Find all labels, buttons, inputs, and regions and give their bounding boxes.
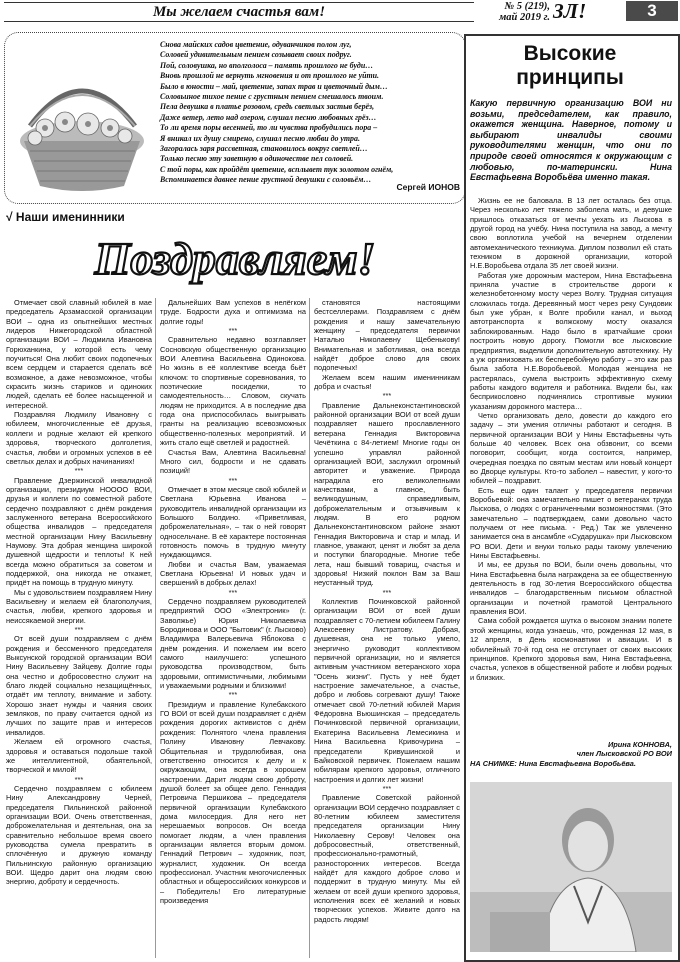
separator: ***: [382, 783, 392, 793]
issue-number: № 5 (219),: [504, 1, 550, 12]
article-paragraph: Коллектив Починковской районной организации ВОИ от всей души поздравляет с 70-летием юбилеем Галину Алексеевну Листратову. Добрая, душевная, она не только умело, энергично руководит коллективом первичной организации, но и является активным участником ветеранского хора "Осень жизни". Пусть у неё будет настроение замечательное, а счастье, добро и любовь согревают душу! Также отмечает свой 70-летний юбилей Мария Фёдоровна Вьюшинская – председатель Починковской первичной организации, Екатерина Васильевна Лемесикина и Нина Васильевна Кривочурина – председатели Кривушинской и Байковской первичек. Пожелаем нашим юбилярам крепкого здоровья, отличного настроения и долгих лет жизни!: [314, 597, 461, 784]
separator: ***: [228, 475, 238, 485]
banner-title: Мы желаем счастья вам!: [4, 2, 474, 22]
article-paragraph: Правление Дальнеконстантиновской районной организации ВОИ от всей души поздравляет нашего прославленного ветерана Геннадия Викторовича Чечёткина с 84-летием! Многие годы он успешно управлял районной организацией ВОИ, заслужил огромный авторитет и уважение. Природа наградила его великолепными качествами, а главное, быть великодушным, справедливым, доброжелательным и отзывчивым к людям. В его родном Дальнеконстантиновском районе знают Геннадия Викторовича и стар и млад. И главное, уважают, ценят и любят за дела и поступки благородные. Многие тебе лета, наш бывший товарищ, счастья и здоровья! Низкий поклон Вам за Ваш неустанный труд.: [314, 400, 460, 588]
column-1: [6, 298, 152, 887]
poem-line: Было в юности – май, цветение, запах трав и цветочный дым…: [160, 81, 388, 91]
sidebar-article-lead: Какую первичную организацию ВОИ ни возьми, председателем, как правило, окажется женщина. Наверное, потому и выбирают инвалиды своими руководителями женщин, что они по природе своей относятся к окружающим с любовью, по-матерински. Нина Евстафьевна Воробьёва именно такая.: [470, 98, 672, 183]
article-paragraph: Мы с удовольствием поздравляем Нину Васильевну и желаем ей благополучия, счастья, любви, крепкого здоровья и неиссякаемой энергии.: [6, 587, 152, 625]
separator: ***: [74, 466, 84, 476]
article-paragraph: Сердечно поздравляем руководителей предприятий ООО «Электроник» (г. Заволжье) Юрия Николаевича Бородинова и ООО "Бытовик" (г. Лысково) Владимира Валерьевича Яблокова с днём рождения. И пожелаем им всего самого наилучшего: успешного руководства производством, быть здоровыми, оптимистичными, любимыми и уважаемыми родными и близкими!: [160, 597, 306, 691]
sidebar-article-body: [470, 196, 672, 682]
article-paragraph: Правление Дзержинской инвалидной организации, президиум НОООО ВОИ, друзья и коллеги по совместной работе сердечно поздравляют с днём рождения заслуженного ветерана Всероссийского общества инвалидов – председателя местной организации Нину Васильевну Наумову. Эта добрая женщина широкой душевной щедрости и теплоты! К ней всегда можно обратиться за советом и поддержкой, она никогда не откажет, придёт на помощь в трудную минуту.: [6, 475, 152, 588]
sidebar-article-title: Высокие принципы: [516, 42, 624, 89]
author-name: Ирина КОННОВА,: [607, 740, 672, 749]
photo-caption: НА СНИМКЕ: Нина Евстафьевна Воробьёва.: [470, 758, 636, 768]
poem-line: Даже ветер, лето над озером, слушал песню любовных грёз…: [160, 112, 377, 122]
page-number: 3: [626, 1, 678, 21]
article-paragraph: Счастья Вам, Алевтина Васильевна! Много сил, бодрости и не сдавать позиций!: [160, 447, 306, 476]
article-signature: [470, 740, 672, 768]
separator: ***: [228, 587, 238, 597]
congratulations-headline: [60, 228, 410, 288]
poem-line: Только песню эту заветную в одиночестве пел соловей.: [160, 154, 354, 164]
separator: ***: [382, 391, 392, 401]
article-paragraph: Сердечно поздравляем с юбилеем Нину Александровну Черней, председателя Пильнинской районной организации ВОИ. Очень ответственная, доброжелательная и деятельная, она за сравнительно небольшое время своего руководства сумела превратить в сплочённую и дружную команду Пильнинскую районную организацию ВОИ. Щедро дарит она людям свою энергию, доброту и сердечность.: [6, 783, 152, 887]
article-paragraph: Работая уже дорожным мастером, Нина Евстафьевна приняла участие в строительстве дороги к железнобетонному мосту через Волгу. Трудная ситуация сложилась тогда. Деревянный мост через реку Сундовик был уже убран, к Волге пробили канал, и выход автотранспорта к волжскому мосту оказался заблокированным. Надо было в кратчайшие сроки построить новую дорогу. Помогли все лысковские предприятия, выделили дополнительную автотехнику. Ну а уж организовать их бесперебойную работу – это как раз была забота Н.Е.Воробьевой. Молодая женщина не растерялась, сумела выстроить эффективную схему работы каждого водителя и работника. Видели бы, как бесприкословно подчинялись строптивые мужики указаниям дорожного мастера…: [470, 270, 672, 411]
poem-line: Соловей удивительным пением созывает своих подруг.: [160, 50, 352, 60]
poem-line: С той поры, как пройдёт цветение, всплывет тук золотом огнём,: [160, 164, 394, 174]
poem-text: [160, 40, 460, 186]
article-paragraph: Желаем всем нашим именинникам добра и счастья!: [314, 372, 460, 392]
article-paragraph: Есть еще один талант у председателя первички Воробьевой: она замечательно пишет о ветеранах труда Лыскова, о людях с ограниченными возможностями. (Это замечательно – подтверждаем, сами довольно часто получаем от нее письма. - Ред.) Так же увлеченно занимается она в ансамбле «Сударушка» при Лысковском РО ВОИ. Дети и внуки только рады такому увлечению Нины Евстафьевны.: [470, 485, 672, 561]
article-paragraph: Правление Советской районной организации ВОИ сердечно поздравляет с 80-летним юбилеем заместителя председателя организации Нину Николаевну Серову! Человек она добросовестный, ответственный, профессионально-грамотный, разносторонних интересов. Всегда найдёт для каждого доброе слово и поддержит в трудную минуту. Мы ей желаем от всей души крепкого здоровья, исполнения всех её желаний и новых творческих успехов. Живите долго на радость людям!: [314, 793, 460, 924]
issue-info: [480, 1, 550, 23]
article-paragraph: Желаем ей огромного счастья, здоровья и оставаться подольше такой же интеллигентной, обаятельной, творческой и милой!: [6, 737, 152, 775]
checkmark-icon: √: [6, 210, 16, 224]
separator: ***: [382, 587, 392, 597]
poem-line: Загоралась заря рассветная, становилось вокруг светлей…: [160, 144, 368, 154]
poem-line: Вновь прошлой не вернуть мгновения и от прошлого не уйти.: [160, 71, 379, 81]
column-2: [160, 298, 306, 905]
article-paragraph: Четко организовать дело, довести до каждого его задачу – эти умения отличны работают и сегодня. В первичной организации ВОИ у Нины Евстафьевны чуть больше 40 человек. Всех она обзвонит, со всеми поговорит, сообщит, когда состоится, например, очередная поездка по святым местам или новый концерт во Дворце культуры. Кто-то заболел – навестит, у кого-то юбилей – поздравит.: [470, 410, 672, 486]
portrait-photo: [470, 782, 672, 952]
author-role: член Лысковской РО ВОИ: [576, 749, 672, 759]
poem-line: Соловьиное тихое пение с грустным пением смешалось твоим.: [160, 92, 384, 102]
headline-text: Поздравляем!: [94, 233, 376, 284]
poem-line: То ли время поры весенней, то ли чувства пробудились пора –: [160, 123, 378, 133]
column-divider: [309, 298, 310, 958]
poem-line: Пела девушка в платье розовом, средь светлых застыв берёз,: [160, 102, 375, 112]
article-paragraph: От всей души поздравляем с днём рождения и бессменного председателя Выксунской городской организации ВОИ Нину Васильевну Зайцеву. Долгие годы она честно и добросовестно служит на благо людей социально незащищённых, отдаёт им теплоту, внимание и заботу. Хорошо знает нужды и чаяния своих земляков, по праву считается одной из лучших по защите прав и интересов инвалидов.: [6, 634, 152, 737]
page-header: [0, 0, 680, 22]
article-paragraph: Любви и счастья Вам, уважаемая Светлана Юрьевна! И новых удач и свершений в добрых делах!: [160, 559, 306, 588]
article-paragraph: Отмечает в этом месяце свой юбилей и Светлана Юрьевна Иванова – руководитель инвалидной организации из Большого Болдино. «Приветливая, доброжелательная», – так о ней говорят односельчане. В её характере постоянная готовность помочь в трудную минуту нуждающимся.: [160, 484, 306, 560]
separator: ***: [74, 625, 84, 635]
separator: ***: [74, 774, 84, 784]
section-label: √ Наши именинники: [6, 210, 125, 224]
issue-date: май 2019 г.: [499, 12, 550, 23]
column-3: [314, 298, 460, 924]
article-paragraph: Сама собой рождается шутка о высоком знании полете этой женщины, когда узнаешь, что, рожденная 12 мая, в 12 апреля, в День космонавтики и авиации. И в юбилейный 70-й год она не отступает от своих высоких принципов. Крепкого здоровья вам, Нина Евстафьевна, счастья, успехов в общественной работе и любви родных и близких.: [470, 616, 672, 682]
article-paragraph: Сравнительно недавно возглавляет Сосновскую общественную организацию ВОИ Алевтина Васильевна Одинокова. Но жизнь в её коллективе всегда бьёт ключом: то спортивные соревнования, то поэтические посиделки, то самодеятельность… Словом, скучать людям не приходится. А в последние два года она приспособилась выигрывать гранты на реализацию всевозможных общественно-полезных мероприятий. И жить стало ещё светлей и радостней.: [160, 335, 306, 448]
poem-line: Пой, соловушка, но вполголоса – память прошлого не буди…: [160, 60, 374, 70]
article-paragraph: становятся настоящими бестселлерами. Поздравляем с днём рождения и нашу замечательную женщину – председателя первички Наталью Николаевну Щебенькову! Внимательная и заботливая, она всегда найдёт доброе слово для своих подопечных!: [314, 298, 460, 373]
poem-line: Вспоминается давнее пение грустной девушки с соловьём…: [160, 175, 372, 185]
poem-line: Я вникал их душу смирено, слушал песню любви до утра.: [160, 133, 360, 143]
article-paragraph: Дальнейших Вам успехов в нелёгком труде. Бодрости духа и оптимизма на долгие годы!: [160, 298, 306, 326]
newspaper-logo: ЗЛ!: [553, 0, 587, 23]
separator: ***: [228, 326, 238, 336]
article-paragraph: Отмечает свой славный юбилей в мае председатель Арзамасской организации ВОИ – одна из опытнейших местных лидеров Нижегородской областной организации ВОИ – Людмила Ивановна Горюханкина, у которой есть чему поучиться! Она любит своих подопечных всем сердцем и старается сделать всё возможное, а даже невозможное, чтобы скрасить жизнь стариков и одиноких людей, сделать её более насыщенной и интересной.: [6, 298, 152, 410]
separator: ***: [228, 690, 238, 700]
article-paragraph: Президиум и правление Кулебакского ГО ВОИ от всей души поздравляет с днём рождения дорогих активистов с днём рождения: Полнятого члена правления Полину Ивановну Левчакову. Общительная и трудолюбивая, она ответственно относится к делу и к окружающим, она всегда в хорошем настроении. Дарит людям свою доброту, душой болеет за общее дело. Геннадия Петровича Першикова – председателя первичной организации Кулебакского дома милосердия. Для него нет нерешаемых вопросов. Он всегда помогает людям, а член правления организации является вторым домом. Геннадий Петрович – художник, поэт, журналист, художник. Он всегда профессионал. Участник многочисленных областных и общероссийских конкурсов и – Победитель! Его литературные произведения: [160, 699, 306, 905]
poem-author: Сергей ИОНОВ: [396, 182, 460, 192]
poem-line: Снова майских садов цветение, одуванчиков полон луг,: [160, 40, 352, 49]
flower-basket-illustration: [10, 46, 155, 196]
article-paragraph: Жизнь ее не баловала. В 13 лет осталась без отца. Через несколько лет тяжело заболела мать, и девушке пришлось отказаться от мечты уехать из Лыскова в другой город на учёбу. Нина поступила на завод, а мечту свою воплотила учебой на вечернем отделении автомеханического техникума. Диплом позволил ей стать техником в дорожной организации, которой Н.Е.Воробьева отдала 35 лет своей жизни.: [470, 196, 672, 271]
article-paragraph: Поздравляя Людмилу Ивановну с юбилеем, многочисленные её друзья, коллеги и родные желают ей крепкого здоровья, творческого долголетия, счастья, любви и огромных успехов в её светлых делах и добрых начинаниях!: [6, 410, 152, 466]
column-divider: [155, 298, 156, 958]
article-paragraph: И мы, ее друзья по ВОИ, были очень довольны, что Нина Евстафьевна была награждена за ее общественную деятельность в год 30-летия Всероссийского общества инвалидов – благодарственным письмом областной организации и почетной грамотой Центрального правления ВОИ.: [470, 560, 672, 617]
